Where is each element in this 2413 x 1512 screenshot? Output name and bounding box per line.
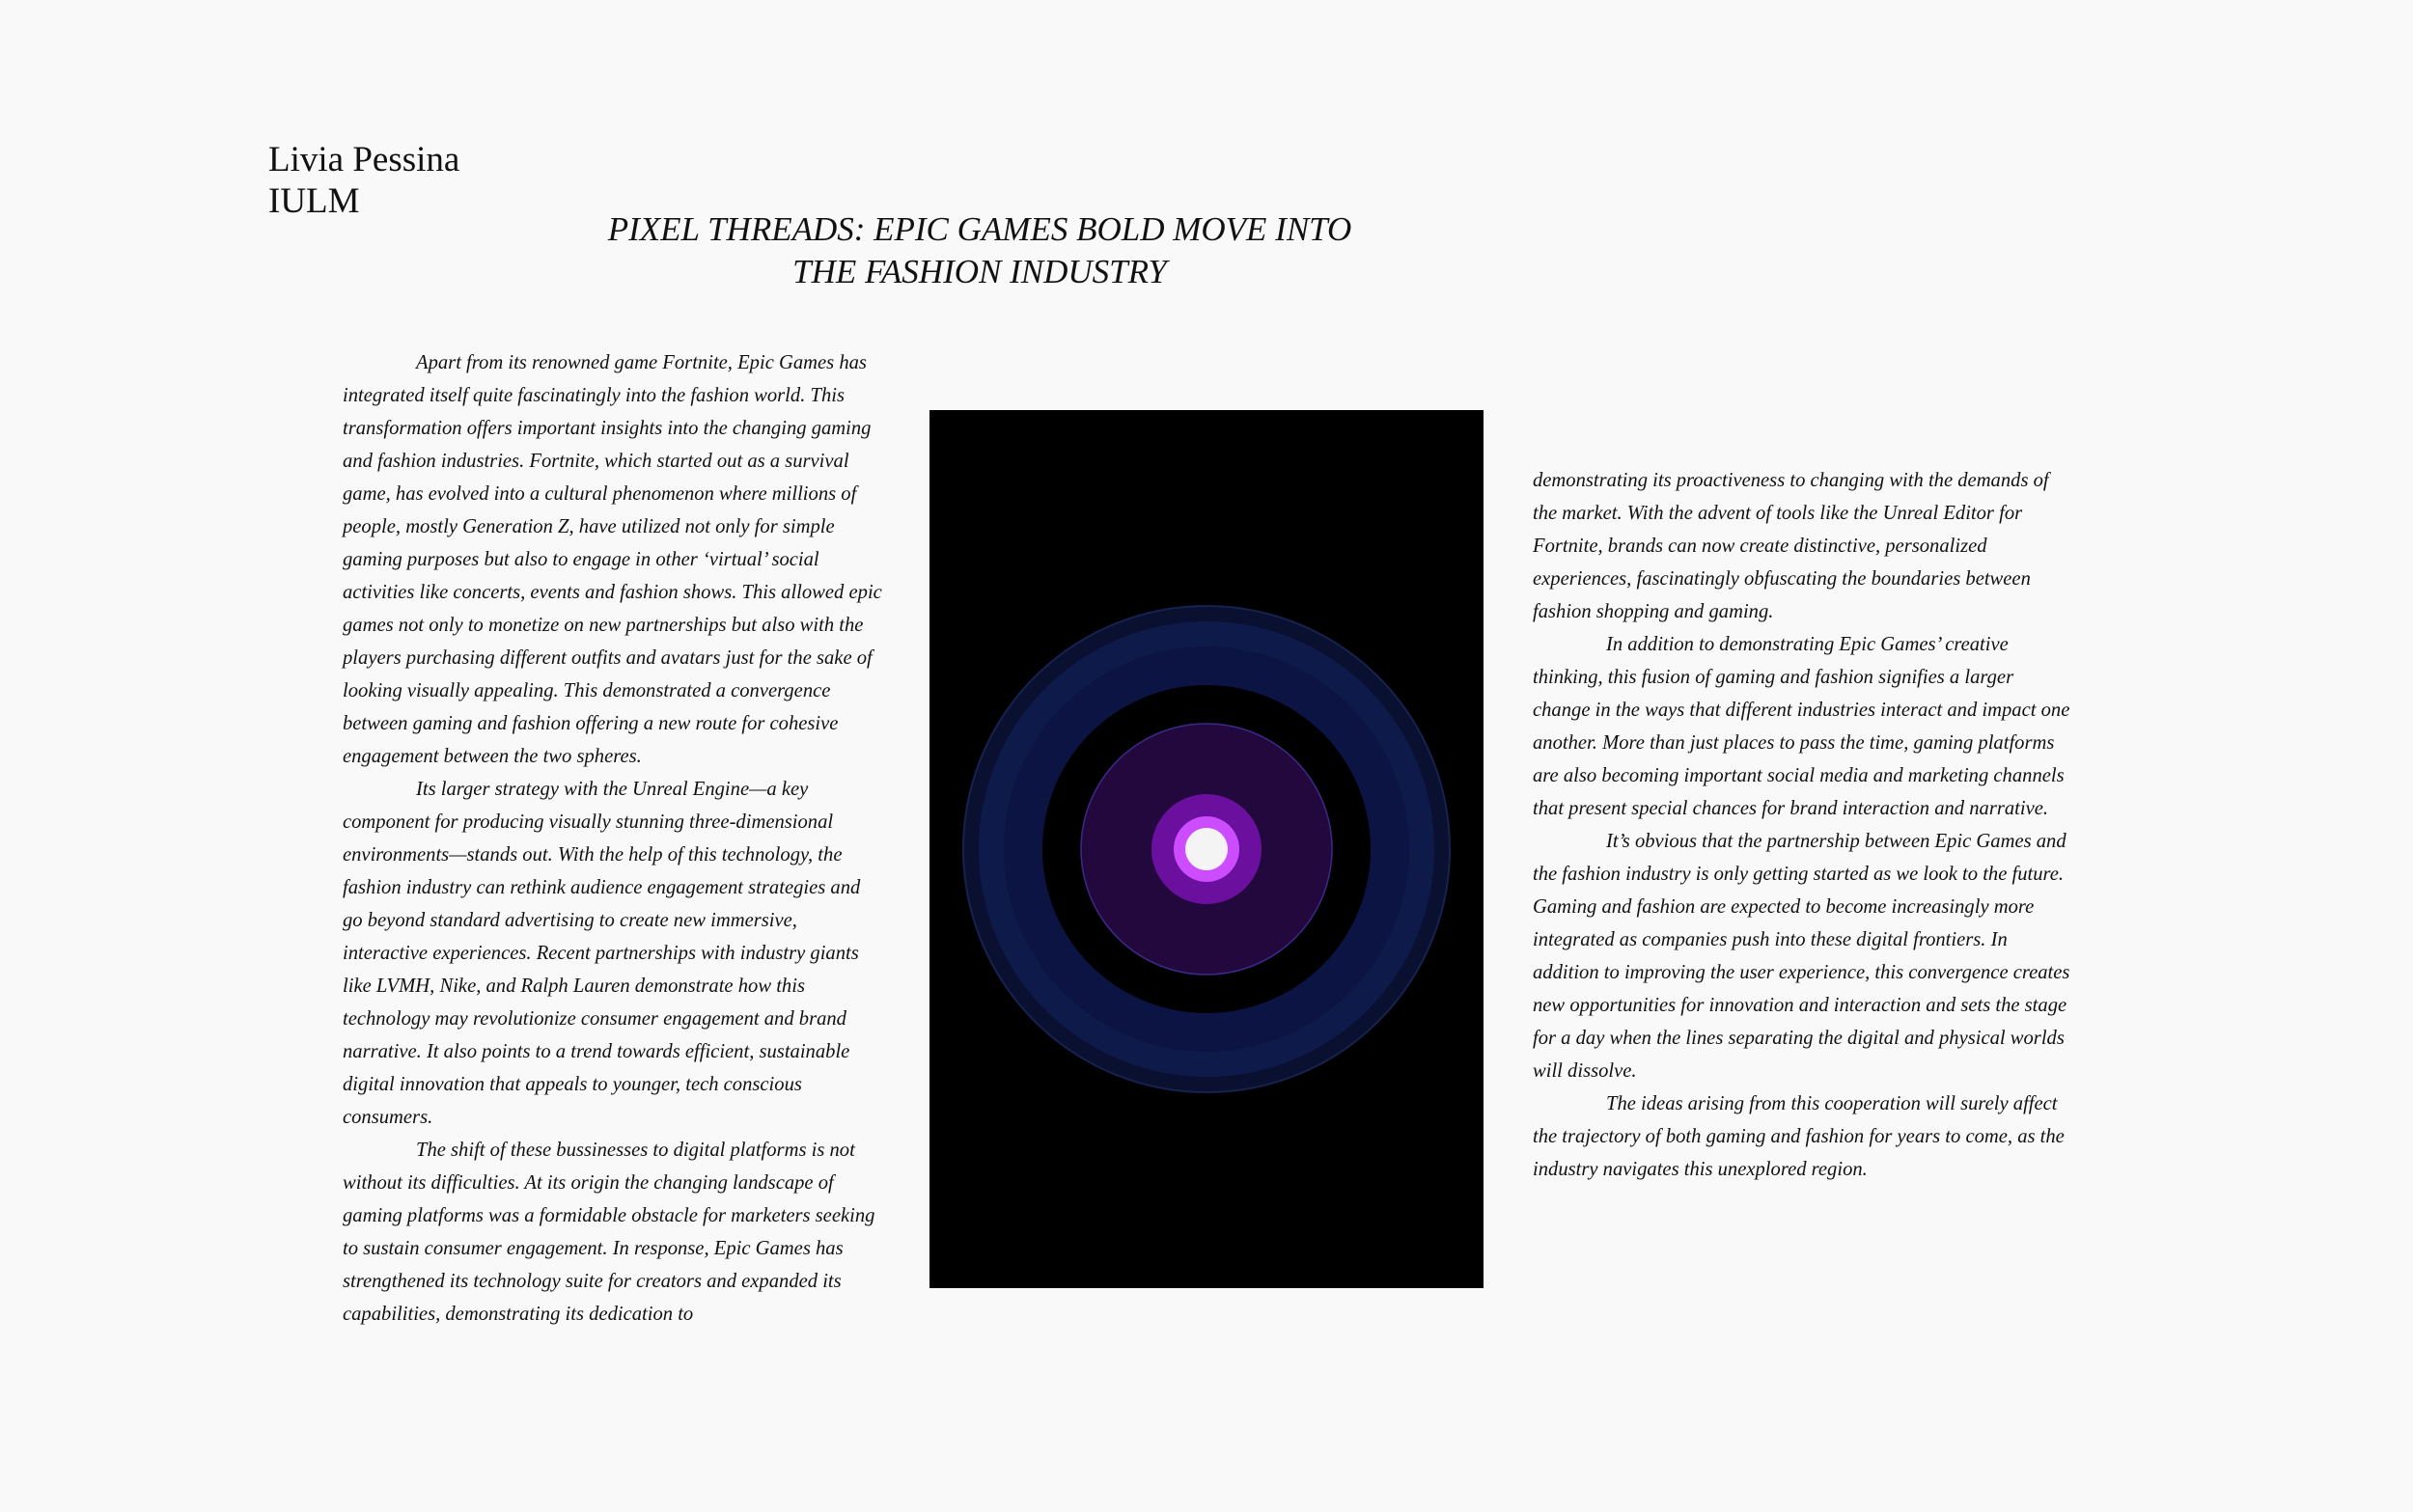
left-paragraph-2: Its larger strategy with the Unreal Engine—a key component for producing visually stunning three-dimensional environments—stands out. With the help of this technology, the fashion industry can rethink audience engagement strategies and go beyond standard advertising to create new immersive, interactive experiences. Recent partnerships with industry giants like LVMH, Nike, and Ralph Lauren demonstrate how this technology may revolutionize consumer engagement and brand narrative. It also points to a trend towards efficient, sustainable digital innovation that appeals to younger, tech conscious consumers. xyxy=(343,779,861,1128)
author-institution: IULM xyxy=(268,181,360,221)
author-block xyxy=(268,139,459,222)
right-paragraph-3: It’s obvious that the partnership between Epic Games and the fashion industry is only getting started as we look to the future. Gaming and fashion are expected to become increasingly more integrated as companies push into these digital frontiers. In addition to improving the user experience, this convergence creates new opportunities for innovation and interaction and sets the stage for a day when the lines separating the digital and physical worlds will dissolve. xyxy=(1533,831,2070,1082)
right-text-column xyxy=(1533,464,2073,1186)
right-paragraph-4: The ideas arising from this cooperation will surely affect the trajectory of both gaming and fashion for years to come, as the industry navigates this unexplored region. xyxy=(1533,1093,2065,1180)
title-line-2: THE FASHION INDUSTRY xyxy=(792,253,1167,290)
author-name: Livia Pessina xyxy=(268,140,460,179)
right-paragraph-1-continued: demonstrating its proactiveness to changing with the demands of the market. With the advent of tools like the Unreal Editor for Fortnite, brands can now create distinctive, personalized experiences, fascinatingly obfuscating the boundaries between fashion shopping and gaming. xyxy=(1533,470,2049,622)
concentric-circles-graphic xyxy=(929,410,1484,1288)
page-title xyxy=(545,208,1414,293)
right-paragraph-2: In addition to demonstrating Epic Games’ creative thinking, this fusion of gaming and fashion signifies a larger change in the ways that different industries interact and impact one another. More than just places to pass the time, gaming platforms are also becoming important social media and marketing channels that present special chances for brand interaction and narrative. xyxy=(1533,634,2070,819)
left-paragraph-1: Apart from its renowned game Fortnite, Epic Games has integrated itself quite fascinatingly into the fashion world. This transformation offers important insights into the changing gaming and fashion industries. Fortnite, which started out as a survival game, has evolved into a cultural phenomenon where millions of people, mostly Generation Z, have utilized not only for simple gaming purposes but also to engage in other ‘virtual’ social activities like concerts, events and fashion shows. This allowed epic games not only to monetize on new partnerships but also with the players purchasing different outfits and avatars just for the sake of looking visually appealing. This demonstrated a convergence between gaming and fashion offering a new route for cohesive engagement between the two spheres. xyxy=(343,352,882,767)
title-line-1: PIXEL THREADS: EPIC GAMES BOLD MOVE INTO xyxy=(607,210,1352,248)
concentric-circles-figure xyxy=(929,410,1484,1288)
white-core xyxy=(1185,828,1228,870)
left-text-column xyxy=(343,346,883,1331)
left-paragraph-3: The shift of these bussinesses to digital platforms is not without its difficulties. At its origin the changing landscape of gaming platforms was a formidable obstacle for marketers seeking to sustain consumer engagement. In response, Epic Games has strengthened its technology suite for creators and expanded its capabilities, demonstrating its dedication to xyxy=(343,1140,875,1325)
